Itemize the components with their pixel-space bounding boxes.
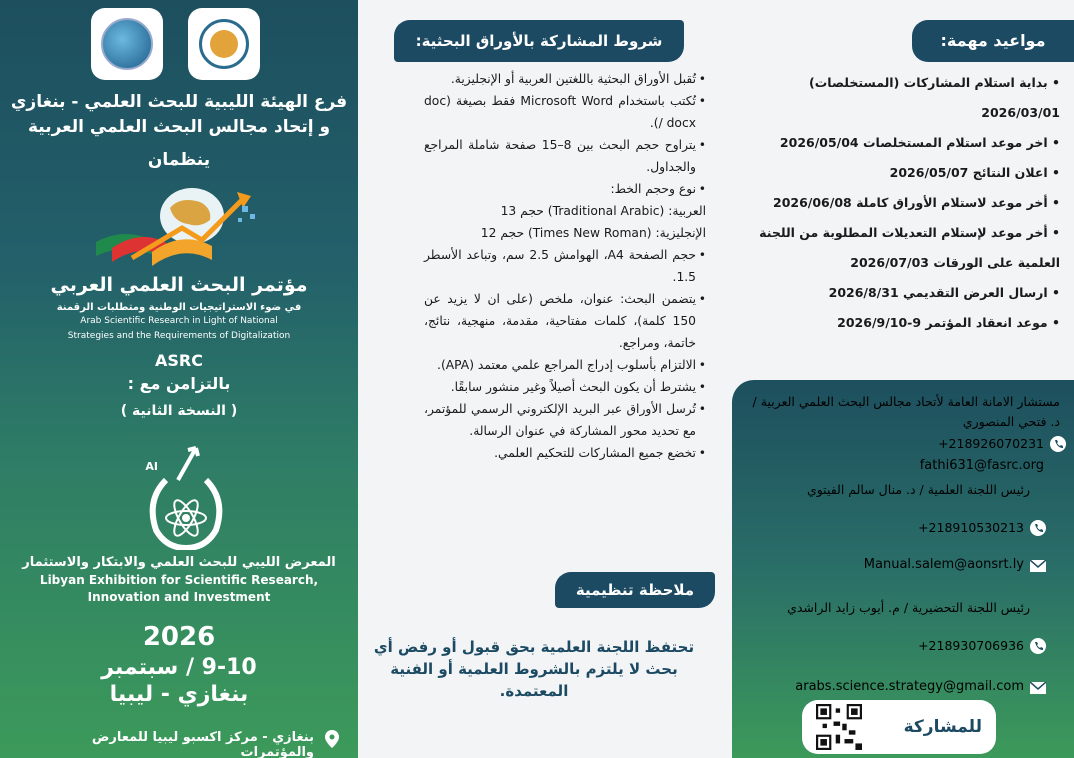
qr-code-icon xyxy=(816,704,862,750)
preparatory-chair-phone[interactable]: +218930706936 xyxy=(918,638,1024,653)
conference-subtitle-en-1: Arab Scientific Research in Light of National xyxy=(80,316,278,326)
note-text: تحتفظ اللجنة العلمية بحق قبول أو رفض أي بحث لا يلتزم بالشروط العلمية أو الفنية المعتمدة. xyxy=(373,638,695,700)
globe-icon xyxy=(101,18,153,70)
union-logo xyxy=(91,8,163,80)
condition-item: • تُرسل الأوراق عبر البريد الإلكتروني الرسمي للمؤتمر، مع تحديد محور المشاركة في عنوان الرسالة. xyxy=(424,402,706,438)
scientific-chair-email[interactable]: Manual.salem@aonsrt.ly xyxy=(863,557,1024,572)
important-dates-list xyxy=(730,68,1060,338)
event-dates: 9-10 / سبتمبر xyxy=(101,655,257,680)
participate-label: للمشاركة xyxy=(903,717,982,737)
condition-item: • حجم الصفحة A4، الهوامش 2.5 سم، وتباعد الأسطر 1.5. xyxy=(424,248,706,284)
organizer-line-2: و إتحاد مجالس البحث العلمي العربية xyxy=(27,117,331,137)
date-item: • اعلان النتائج 2026/05/07 xyxy=(889,165,1060,180)
conference-subtitle-ar: في ضوء الاستراتيجيات الوطنية ومتطلبات الرقمنة xyxy=(56,302,302,313)
exhibition-logo xyxy=(136,440,236,550)
venue-text: بنغازي - مركز اكسبو ليبيا للمعارض والمؤتمرات xyxy=(91,730,314,758)
libyan-authority-logo xyxy=(188,8,260,80)
conference-subtitle-en-2: Strategies and the Requirements of Digitalization xyxy=(67,331,291,341)
date-item: • أخر موعد لإستلام التعديلات المطلوبة من اللجنة العلمية على الورقات 2026/07/03 xyxy=(759,225,1060,270)
participate-qr-button[interactable] xyxy=(802,700,996,754)
advisor-name: مستشار الامانة العامة لأتحاد مجالس البحث العلمي العربية / د. فتحي المنصوري xyxy=(752,394,1060,429)
event-city: بنغازي - ليبيا xyxy=(109,682,249,707)
condition-item: • تُكتب باستخدام Microsoft Word فقط بصيغة (doc / docx). xyxy=(424,94,706,130)
organizer-line-1: فرع الهيئة الليبية للبحث العلمي - بنغازي xyxy=(10,92,348,112)
condition-subitem: الإنجليزية: (Times New Roman) حجم 12 xyxy=(480,226,706,240)
condition-item: • يشترط أن يكون البحث أصيلاً وغير منشور سابقًا. xyxy=(450,380,706,394)
email-icon xyxy=(1030,682,1046,694)
email-icon xyxy=(1030,560,1046,572)
condition-subitem: العربية: (Traditional Arabic) حجم 13 xyxy=(500,204,706,218)
conference-title: مؤتمر البحث العلمي العربي xyxy=(50,274,308,296)
scientific-chair-name: رئيس اللجنة العلمية / د. منال سالم الفيتوي xyxy=(806,482,1030,497)
exhibition-title-ar: المعرض الليبي للبحث العلمي والابتكار والاستثمار xyxy=(22,555,336,570)
conditions-title: شروط المشاركة بالأوراق البحثية: xyxy=(394,20,684,62)
general-email[interactable]: arabs.science.strategy@gmail.com xyxy=(795,679,1024,694)
conference-acronym: ASRC xyxy=(155,351,203,370)
date-item: • موعد انعقاد المؤتمر 9-2026/9/10 xyxy=(837,315,1060,330)
phone-icon xyxy=(1050,436,1066,452)
note-title: ملاحظة تنظيمية xyxy=(555,572,715,608)
condition-item: • تُقبل الأوراق البحثية باللغتين العربية أو الإنجليزية. xyxy=(450,72,706,86)
left-panel xyxy=(0,0,358,758)
date-item: • ارسال العرض التقديمي 2026/8/31 xyxy=(828,285,1060,300)
gear-book-icon xyxy=(199,19,249,69)
coincide-label: بالتزامن مع : xyxy=(127,374,231,393)
exhibition-title-en-1: Libyan Exhibition for Scientific Research, xyxy=(39,573,319,587)
exhibition-title-en-2: Innovation and Investment xyxy=(87,590,271,604)
event-year: 2026 xyxy=(142,622,216,652)
organize-label: ينظمان xyxy=(147,150,211,170)
condition-item: • تخضع جميع المشاركات للتحكيم العلمي. xyxy=(494,446,706,460)
scientific-chair-phone[interactable]: +218910530213 xyxy=(918,520,1024,535)
conference-logo xyxy=(92,178,267,270)
condition-item: • يتراوح حجم البحث بين 8–15 صفحة شاملة المراجع والجداول. xyxy=(424,138,706,174)
dates-column xyxy=(716,0,1074,758)
ai-badge: AI xyxy=(145,460,158,473)
phone-icon xyxy=(1030,638,1046,654)
conditions-column xyxy=(358,0,716,758)
date-item: • بداية استلام المشاركات (المستخلصات) 2026/03/01 xyxy=(809,75,1060,120)
preparatory-chair-name: رئيس اللجنة التحضيرية / م. أيوب زايد الراشدي xyxy=(787,600,1030,615)
advisor-email[interactable]: fathi631@fasrc.org xyxy=(919,458,1044,473)
important-dates-title: مواعيد مهمة: xyxy=(912,20,1074,62)
condition-item: • يتضمن البحث: عنوان، ملخص (على ان لا يزيد عن 150 كلمة)، كلمات مفتاحية، مقدمة، منهجية، نتائج، خاتمة، ومراجع. xyxy=(424,292,706,350)
advisor-phone[interactable]: +218926070231 xyxy=(938,436,1044,451)
phone-icon xyxy=(1030,520,1046,536)
edition-label: ( النسخة الثانية ) xyxy=(120,403,238,419)
condition-item: • الالتزام بأسلوب إدراج المراجع علمي معتمد (APA). xyxy=(437,358,706,372)
date-item: • اخر موعد استلام المستخلصات 2026/05/04 xyxy=(779,135,1060,150)
condition-item: • نوع وحجم الخط: xyxy=(610,182,706,196)
date-item: • أخر موعد لاستلام الأوراق كاملة 2026/06/08 xyxy=(773,195,1060,210)
